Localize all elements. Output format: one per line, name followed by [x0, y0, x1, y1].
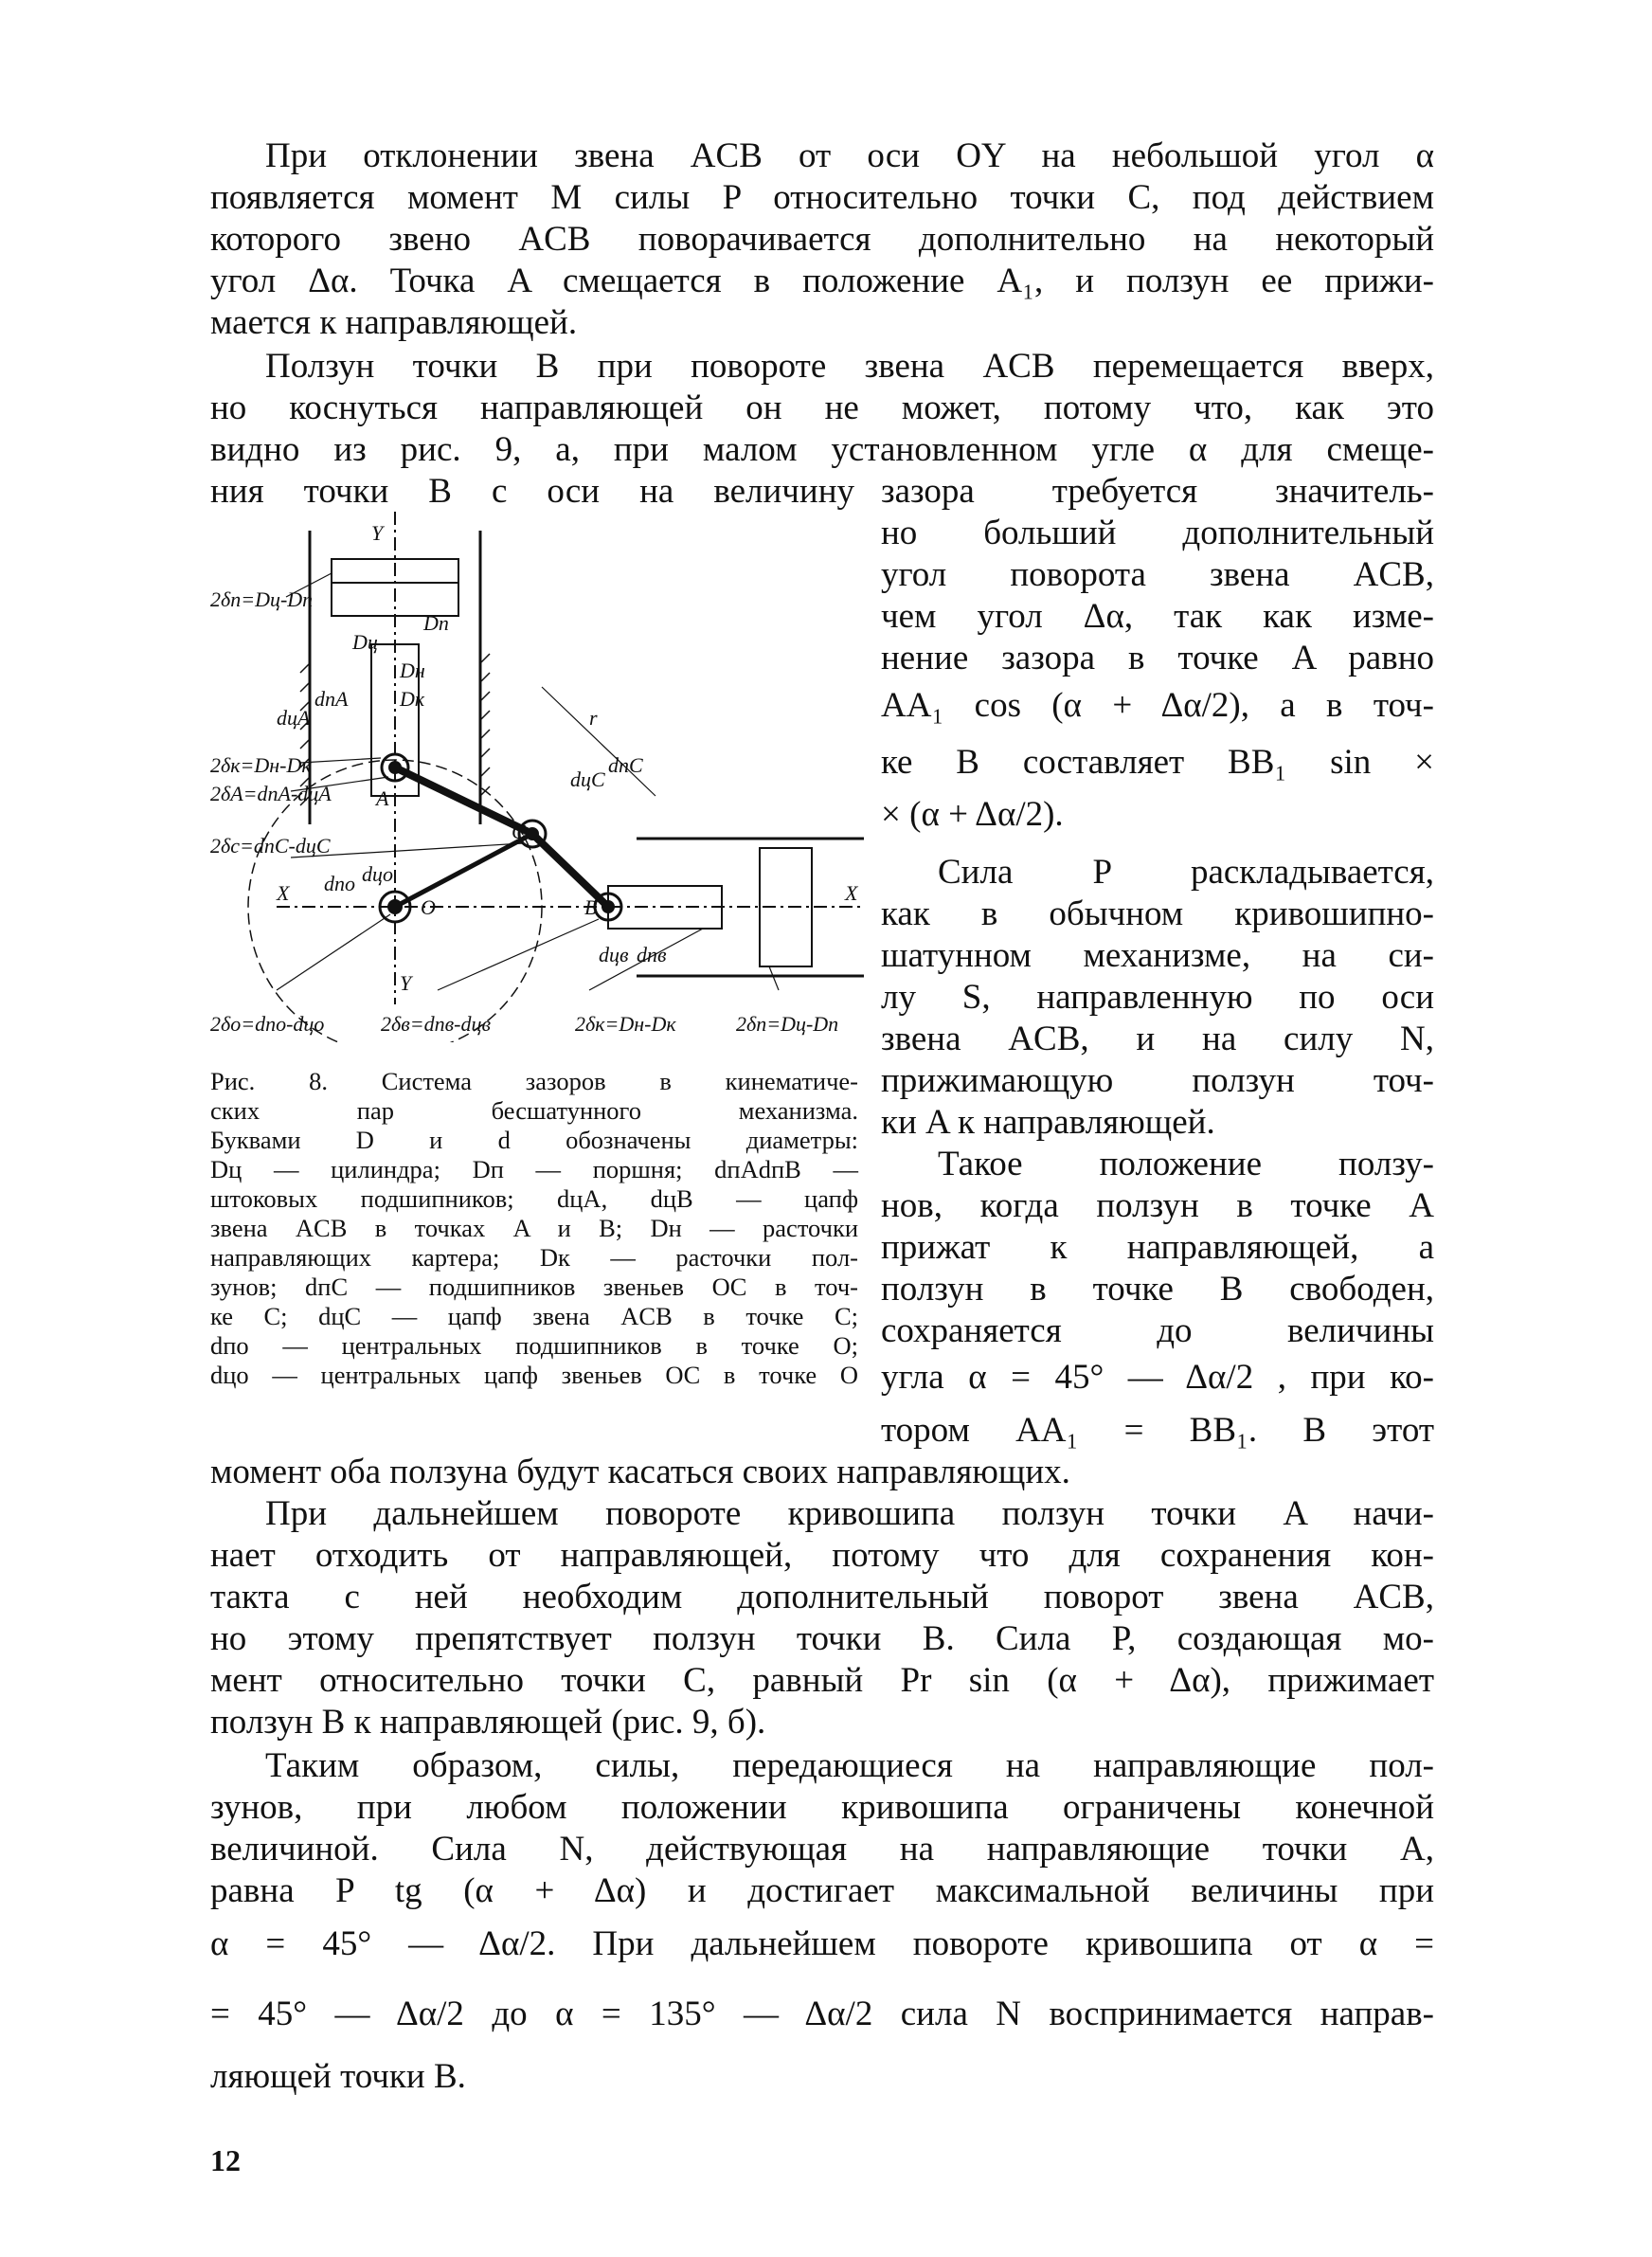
- label-dim-dpc: dпC: [608, 753, 643, 777]
- caption-line: dпо — центральных подшипников в точке O;: [210, 1331, 858, 1360]
- text-line: мент относительно точки C, равный Pr sin (α + Δα), прижимает: [210, 1661, 1434, 1700]
- text-line: ния точки B с оси на величину: [210, 472, 854, 511]
- label-gap-piston: 2δп=Dц-Dп: [210, 587, 314, 611]
- label-dim-dh: Dн: [400, 659, 425, 682]
- label-gap-b: 2δв=dпв-dцв: [381, 1012, 492, 1036]
- figure-8-gap-diagram: [210, 512, 873, 1042]
- text-line: угла α = 45° — Δα/2 , при ко-: [881, 1358, 1434, 1397]
- label-gap-c: 2δc=dпC-dцC: [210, 834, 331, 858]
- text-line: ки A к направляющей.: [881, 1103, 1215, 1142]
- text-line: прижат к направляющей, а: [881, 1228, 1434, 1267]
- label-point-o: O: [421, 895, 436, 919]
- joint-a-center: [389, 762, 401, 773]
- text-line: момент оба ползуна будут касаться своих направляющих.: [210, 1453, 1070, 1491]
- text-line: чем угол Δα, так как изме-: [881, 597, 1434, 636]
- text-line: но больший дополнительный: [881, 514, 1434, 552]
- text-line: величиной. Сила N, действующая на направляющие точки A,: [210, 1830, 1434, 1869]
- text-line: зазора требуется значитель-: [881, 472, 1434, 511]
- text-line: сохраняется до величины: [881, 1311, 1434, 1350]
- caption-line: Рис. 8. Система зазоров в кинематиче-: [210, 1067, 858, 1095]
- caption-line: dцо — центральных цапф звеньев OC в точке O: [210, 1361, 858, 1389]
- text-line: α = 45° — Δα/2. При дальнейшем повороте кривошипа от α =: [210, 1924, 1434, 1963]
- label-point-a: A: [376, 786, 389, 810]
- text-line: видно из рис. 9, а, при малом установленном угле α для смеще-: [210, 430, 1434, 469]
- label-dim-dco: dцo: [362, 862, 393, 886]
- text-line: лу S, направленную по оси: [881, 978, 1434, 1017]
- label-y-top: Y: [371, 521, 384, 545]
- text-line: нение зазора в точке A равно: [881, 639, 1434, 677]
- leader-line: [769, 966, 779, 990]
- text-line: прижимающую ползун точ-: [881, 1061, 1434, 1100]
- label-gap-slider: 2δк=Dн-Dк: [210, 753, 312, 777]
- joint-c-center: [527, 828, 538, 840]
- label-dim-dpo: dпo: [324, 872, 355, 895]
- caption-line: направляющих картера; Dк — расточки пол-: [210, 1243, 858, 1272]
- label-dim-dp: Dп: [423, 611, 449, 635]
- text-line: ляющей точки B.: [210, 2057, 466, 2096]
- text-line: Сила P раскладывается,: [938, 853, 1434, 892]
- label-gap-k-bottom: 2δк=Dн-Dк: [575, 1012, 676, 1036]
- page-number: 12: [210, 2143, 241, 2177]
- text-line: Ползун точки B при повороте звена ACB перемещается вверх,: [265, 347, 1434, 386]
- label-point-b: B: [584, 895, 598, 919]
- label-dim-dpb: dпв: [637, 943, 667, 966]
- text-line: шатунном механизме, на си-: [881, 936, 1434, 975]
- text-line: но этому препятствует ползун точки B. Сила P, создающая мо-: [210, 1619, 1434, 1658]
- caption-line: Dц — цилиндра; Dп — поршня; dпAdпB —: [210, 1155, 858, 1183]
- text-line: AA₁ cos (α + Δα/2), а в точ-: [881, 686, 1434, 725]
- label-dim-dcb: dцв: [599, 943, 629, 966]
- text-line: такта с ней необходим дополнительный поворот звена ACB,: [210, 1578, 1434, 1616]
- caption-line: ских пар бесшатунного механизма.: [210, 1096, 858, 1125]
- text-line: = 45° — Δα/2 до α = 135° — Δα/2 сила N воспринимается направ-: [210, 1995, 1434, 2033]
- text-line: нов, когда ползун в точке A: [881, 1186, 1434, 1225]
- caption-line: Буквами D и d обозначены диаметры:: [210, 1126, 858, 1154]
- text-line: угол поворота звена ACB,: [881, 555, 1434, 594]
- text-line: которого звено ACB поворачивается дополнительно на некоторый: [210, 220, 1434, 259]
- text-line: нает отходить от направляющей, потому что для сохранения кон-: [210, 1536, 1434, 1575]
- text-line: равна P tg (α + Δα) и достигает максимальной величины при: [210, 1871, 1434, 1910]
- label-y-bottom: Y: [400, 971, 412, 995]
- text-line: При отклонении звена ACB от оси OY на небольшой угол α: [265, 136, 1434, 175]
- label-gap-a: 2δA=dпA-dцA: [210, 782, 332, 805]
- label-gap-o: 2δo=dпo-dцo: [210, 1012, 325, 1036]
- text-line: мается к направляющей.: [210, 303, 578, 342]
- text-line: звена ACB, и на силу N,: [881, 1020, 1434, 1058]
- caption-line: зунов; dпC — подшипников звеньев OC в точ-: [210, 1273, 858, 1301]
- text-line: ке B составляет BB₁ sin ×: [881, 743, 1434, 782]
- text-line: Такое положение ползу-: [938, 1145, 1434, 1183]
- text-line: Таким образом, силы, передающиеся на направляющие пол-: [265, 1746, 1434, 1785]
- label-dim-dk: Dк: [400, 687, 425, 711]
- text-line: угол Δα. Точка A смещается в положение A₁, и ползун ее прижи-: [210, 262, 1434, 300]
- text-line: ползун в точке B свободен,: [881, 1270, 1434, 1309]
- joint-o-center: [388, 900, 402, 913]
- label-x-left: X: [277, 881, 290, 905]
- caption-line: штоковых подшипников; dцA, dцB — цапф: [210, 1184, 858, 1213]
- label-dim-r: r: [589, 706, 598, 730]
- caption-line: ке C; dцC — цапф звена ACB в точке C;: [210, 1302, 858, 1330]
- label-dim-dc: Dц: [352, 630, 378, 654]
- label-dim-dca: dцA: [277, 706, 311, 730]
- leader-line: [438, 919, 599, 990]
- label-gap-p-bottom: 2δп=Dц-Dп: [736, 1012, 839, 1036]
- link-oc: [395, 834, 532, 907]
- text-line: как в обычном кривошипно-: [881, 894, 1434, 933]
- label-dim-dcc: dцC: [570, 767, 605, 791]
- label-x-right: X: [845, 881, 858, 905]
- text-line: × (α + Δα/2).: [881, 795, 1064, 834]
- caption-line: звена ACB в точках A и B; Dн — расточки: [210, 1214, 858, 1242]
- text-line: но коснуться направляющей он не может, потому что, как это: [210, 388, 1434, 427]
- text-line: При дальнейшем повороте кривошипа ползун точки A начи-: [265, 1494, 1434, 1533]
- label-point-c: C: [512, 820, 526, 843]
- text-line: зунов, при любом положении кривошипа ограничены конечной: [210, 1788, 1434, 1827]
- label-dim-dpa: dпA: [314, 687, 349, 711]
- leader-line: [277, 914, 390, 990]
- text-line: ползун B к направляющей (рис. 9, б).: [210, 1703, 766, 1742]
- text-line: появляется момент M силы P относительно точки C, под действием: [210, 178, 1434, 217]
- text-line: тором AA₁ = BB₁. В этот: [881, 1411, 1434, 1450]
